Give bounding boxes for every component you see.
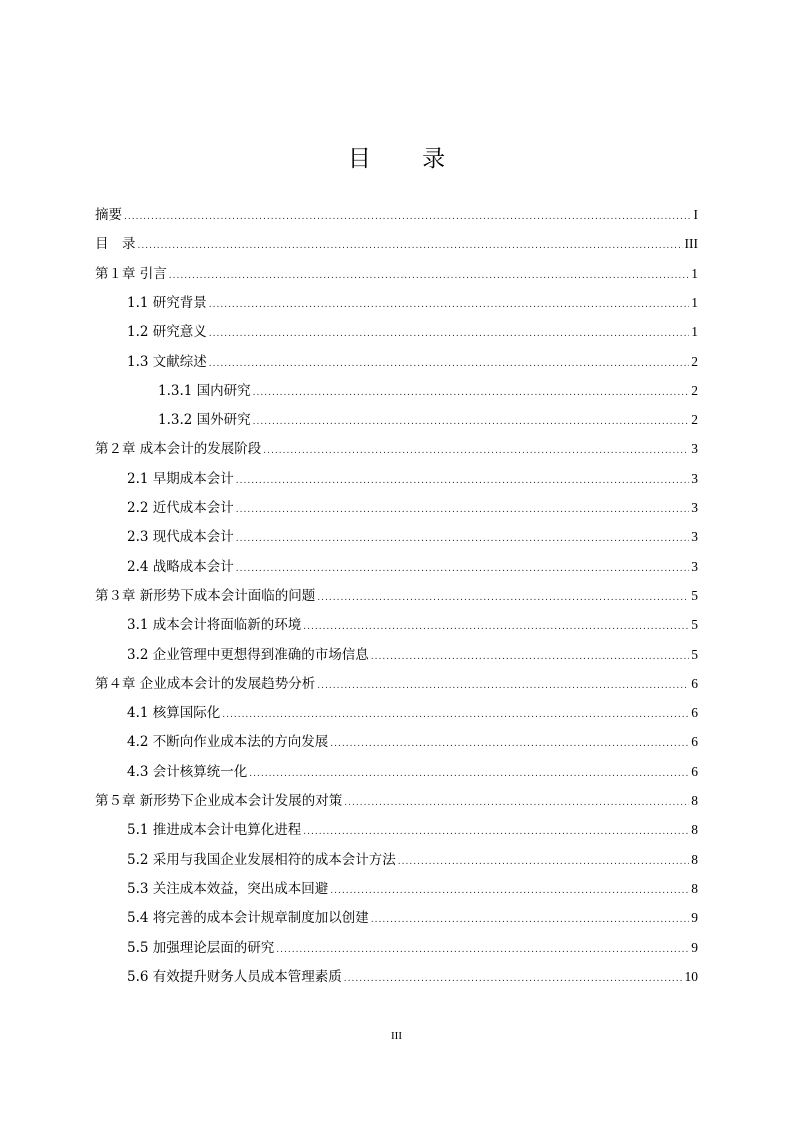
toc-entry-page: 5 [691,646,698,662]
toc-entry-label: 4.2 不断向作业成本法的方向发展 [127,734,329,751]
toc-dot-leader [317,672,689,701]
toc-entry-page: 1 [691,324,698,340]
toc-dot-leader [209,350,689,379]
toc-dot-leader [138,232,683,261]
toc-entry-page: 8 [691,880,698,896]
toc-entry[interactable] [95,229,698,258]
toc-entry-page: 8 [691,851,698,867]
toc-dot-leader [303,818,689,847]
toc-entry[interactable] [127,552,698,581]
toc-entry-label: 第４章 企业成本会计的发展趋势分析 [95,675,316,692]
toc-entry-label: 5.1 推进成本会计电算化进程 [127,822,302,839]
toc-entry-label: 1.2 研究意义 [127,324,207,341]
toc-dot-leader [263,437,689,466]
toc-entry-label: 2.2 近代成本会计 [127,500,234,516]
toc-dot-leader [371,906,689,935]
toc-entry-page: 6 [691,675,698,691]
toc-entry[interactable] [158,376,698,405]
toc-entry-label: 4.1 核算国际化 [127,705,221,722]
toc-entry[interactable] [127,815,698,844]
toc-entry[interactable] [95,669,698,698]
toc-entry-label: 1.3.2 国外研究 [158,412,251,429]
toc-entry-label: 1.3.1 国内研究 [158,382,251,399]
toc-entry-label: 摘要 [95,207,122,223]
toc-entry-page: 3 [691,529,698,545]
toc-entry[interactable] [127,903,698,932]
toc-dot-leader [253,408,690,437]
toc-entry-page: 6 [691,734,698,750]
toc-entry-page: 2 [691,412,698,428]
toc-entry[interactable] [95,786,698,815]
toc-entry[interactable] [127,464,698,493]
toc-entry-page: 6 [691,763,698,779]
toc-dot-leader [303,613,689,642]
toc-entry-label: 第２章 成本会计的发展阶段 [95,441,262,458]
toc-dot-leader [236,467,689,496]
toc-entry[interactable] [127,493,698,522]
toc-entry-page: 5 [691,587,698,603]
toc-entry-label: 第３章 新形势下成本会计面临的问题 [95,587,316,604]
toc-entry-label: 5.4 将完善的成本会计规章制度加以创建 [127,910,369,927]
toc-entry-label: 2.1 早期成本会计 [127,470,234,487]
toc-entry[interactable] [127,962,698,991]
toc-entry-page: 9 [691,910,698,926]
toc-entry-label: 1.1 研究背景 [127,294,207,311]
toc-dot-leader [236,525,689,554]
toc-dot-leader [344,789,689,818]
toc-entry-label: 5.3 关注成本效益，突出成本回避 [127,880,329,897]
toc-dot-leader [124,203,692,232]
toc-entry-label: 2.3 现代成本会计 [127,529,234,546]
toc-entry-page: 8 [691,822,698,838]
toc-entry-label: 第５章 新形势下企业成本会计发展的对策 [95,793,343,809]
toc-entry-label: 3.2 企业管理中更想得到准确的市场信息 [127,646,369,663]
toc-entry[interactable] [127,317,698,346]
toc-dot-leader [222,701,689,730]
toc-entry-page: 6 [691,705,698,721]
toc-entry[interactable] [127,727,698,756]
page-title: 目 录 [347,146,468,172]
toc-entry-page: 3 [691,558,698,574]
toc-entry[interactable] [127,757,698,786]
toc-dot-leader [209,291,689,320]
toc-dot-leader [253,379,690,408]
toc-entry-label: 3.1 成本会计将面临新的环境 [127,617,302,634]
toc-dot-leader [317,584,689,613]
toc-entry-page: III [684,236,698,252]
toc-entry-label: 第１章 引言 [95,265,167,282]
toc-entry[interactable] [95,581,698,610]
toc-dot-leader [276,936,689,965]
toc-entry[interactable] [127,522,698,551]
toc-entry[interactable] [95,200,698,229]
toc-entry-page: 3 [691,470,698,486]
toc-entry-page: 9 [691,939,698,955]
toc-entry-label: 5.5 加强理论层面的研究 [127,939,275,956]
page-number: III [391,1030,402,1042]
toc-entry[interactable] [95,259,698,288]
toc-entry[interactable] [95,434,698,463]
toc-entry-page: 3 [691,500,698,515]
toc-entry-page: 8 [691,793,698,808]
toc-entry-label: 5.2 采用与我国企业发展相符的成本会计方法 [127,851,396,868]
toc-dot-leader [330,730,689,759]
toc-entry-page: 1 [691,294,698,310]
toc-entry[interactable] [158,405,698,434]
toc-dot-leader [169,262,689,291]
toc-dot-leader [330,877,689,906]
toc-entry-label: 5.6 有效提升财务人员成本管理素质 [127,968,342,985]
toc-dot-leader [371,643,689,672]
toc-entry[interactable] [127,347,698,376]
toc-entry[interactable] [127,640,698,669]
toc-entry-page: 2 [691,353,698,369]
toc-entry-page: 2 [691,382,698,398]
toc-dot-leader [236,496,689,525]
toc-dot-leader [209,320,689,349]
toc-dot-leader [249,760,689,789]
toc-entry-label: 目 录 [95,236,136,253]
toc-entry-label: 4.3 会计核算统一化 [127,763,248,780]
toc-dot-leader [344,965,683,994]
toc-entry-label: 2.4 战略成本会计 [127,558,234,575]
toc-entry-page: 10 [684,968,698,984]
toc-dot-leader [236,555,689,584]
toc-entry[interactable] [127,698,698,727]
toc-entry[interactable] [127,933,698,962]
toc-entry-page: 3 [691,441,698,457]
toc-entry[interactable] [127,288,698,317]
toc-entry-page: 1 [691,265,698,281]
toc-entry-page: 5 [691,617,698,633]
toc-entry[interactable] [127,845,698,874]
toc-entry-page: I [693,207,698,222]
toc-entry[interactable] [127,610,698,639]
toc-dot-leader [398,848,689,877]
toc-entry[interactable] [127,874,698,903]
toc-entry-label: 1.3 文献综述 [127,353,207,370]
